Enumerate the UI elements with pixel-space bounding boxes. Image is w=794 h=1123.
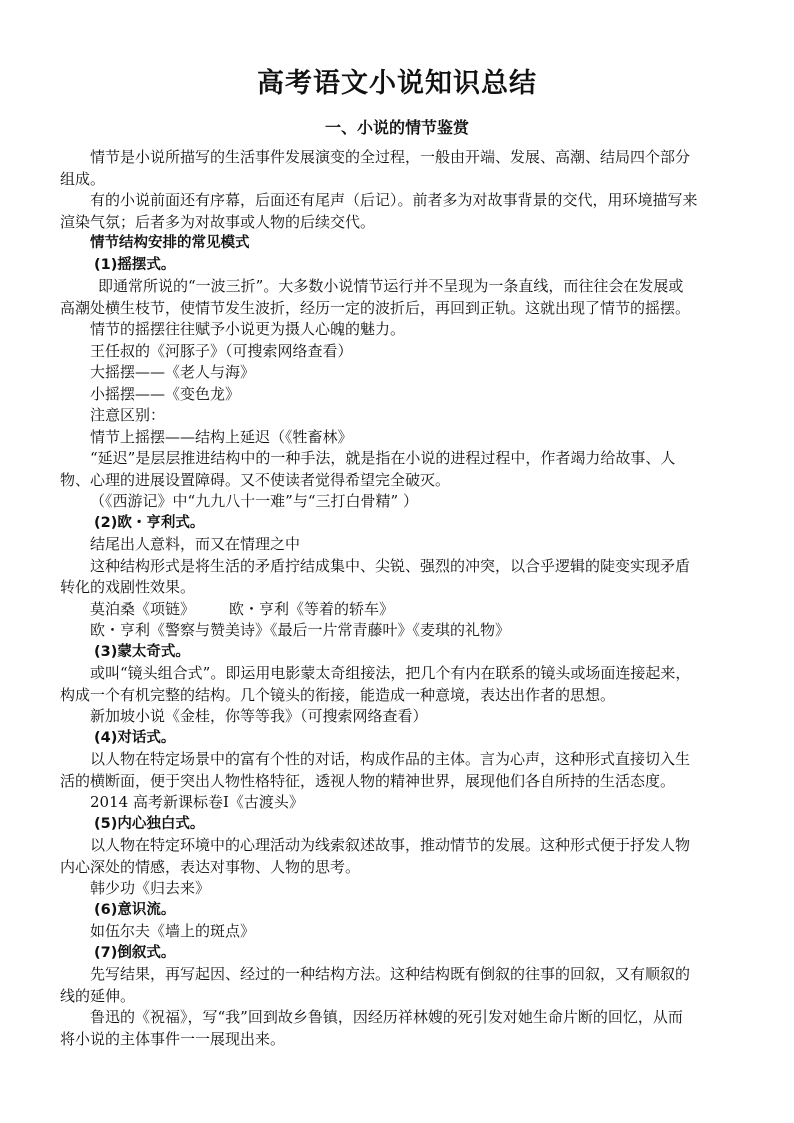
paragraph-line: 情节的摇摆往往赋予小说更为摄人心魄的魅力。 xyxy=(90,320,406,338)
paragraph-line: 先写结果，再写起因、经过的一种结构方法。这种结构既有倒叙的往事的回叙，又有顺叙的 xyxy=(90,965,691,983)
paragraph-line: 物、心理的进展设置障碍。又不使读者觉得希望完全破灭。 xyxy=(60,470,451,489)
paragraph-line: 大摇摆——《老人与海》 xyxy=(90,363,256,381)
work-title: 莫泊桑《项链》 xyxy=(90,599,196,618)
page-title: 高考语文小说知识总结 xyxy=(257,68,537,99)
paragraph-line xyxy=(60,599,740,621)
paragraph-line: 情节上摇摆——结构上延迟（《牲畜林》 xyxy=(90,427,353,446)
paragraph-line: 活的横断面，便于突出人物性格特征，透视人物的精神世界，展现他们各自所持的生活态度。 xyxy=(60,771,676,790)
paragraph-line: 转化的戏剧性效果。 xyxy=(60,578,196,596)
paragraph-line: 注意区别： xyxy=(90,406,166,424)
paragraph-line: 2014 高考新课标卷Ⅰ《古渡头》 xyxy=(90,793,304,811)
paragraph-line: 构成一个有机完整的结构。几个镜头的衔接，能造成一种意境，表达出作者的思想。 xyxy=(60,685,616,704)
paragraph-line: 以人物在特定场景中的富有个性的对话，构成作品的主体。言为心声，这种形式直接切入生 xyxy=(90,750,691,768)
item-heading: (6)意识流。 xyxy=(94,901,176,918)
paragraph-line: （《西游记》中“九九八十一难”与“三打白骨精” ） xyxy=(90,492,418,510)
paragraph-line: 渲染气氛；后者多为对故事或人物的后续交代。 xyxy=(60,212,376,231)
paragraph-line: 有的小说前面还有序幕，后面还有尾声（后记）。前者多为对故事背景的交代，用环境描写来 xyxy=(90,191,698,209)
paragraph-line: 新加坡小说《金桂，你等等我》（可搜索网络查看） xyxy=(90,707,428,725)
item-heading: (3)蒙太奇式。 xyxy=(94,643,190,660)
item-heading: (1)摇摆式。 xyxy=(94,256,176,273)
paragraph-line: 结尾出人意料，而又在情理之中 xyxy=(90,535,301,553)
paragraph-line: 高潮处横生枝节，使情节发生波折，经历一定的波折后，再回到正轨。这就出现了情节的摇摆。 xyxy=(60,298,691,317)
paragraph-line: 情节是小说所描写的生活事件发展演变的全过程，一般由开端、发展、高潮、结局四个部分 xyxy=(90,148,691,166)
paragraph-line: 线的延伸。 xyxy=(60,986,136,1005)
item-heading: (5)内心独白式。 xyxy=(94,815,205,832)
paragraph-line: 即通常所说的“一波三折”。大多数小说情节运行并不呈现为一条直线，而往往会在发展或 xyxy=(98,277,684,295)
paragraph-line: 内心深处的情感，表达对事物、人物的思考。 xyxy=(60,857,361,876)
paragraph-line: “延迟”是层层推进结构中的一种手法，就是指在小说的进程过程中，作者竭力给故事、人 xyxy=(90,449,676,467)
paragraph-line: 将小说的主体事件一一展现出来。 xyxy=(60,1029,286,1048)
paragraph-line: 鲁迅的《祝福》，写“我”回到故乡鲁镇，因经历祥林嫂的死引发对她生命片断的回忆，从而 xyxy=(90,1008,683,1026)
section-heading: 一、小说的情节鉴赏 xyxy=(324,118,469,137)
paragraph-line: 欧・亨利《警察与赞美诗》《最后一片常青藤叶》《麦琪的礼物》 xyxy=(90,621,511,639)
paragraph-line: 这种结构形式是将生活的矛盾拧结成集中、尖锐、强烈的冲突，以合乎逻辑的陡变实现矛盾 xyxy=(90,556,691,575)
paragraph-line: 小摇摆——《变色龙》 xyxy=(90,384,241,403)
paragraph-line: 组成。 xyxy=(60,169,106,188)
item-heading: (7)倒叙式。 xyxy=(94,944,176,961)
paragraph-line: 或叫“镜头组合式”。即运用电影蒙太奇组接法，把几个有内在联系的镜头或场面连接起来， xyxy=(90,664,691,682)
item-heading: (2)欧・亨利式。 xyxy=(94,514,205,531)
subsection-heading: 情节结构安排的常见模式 xyxy=(90,235,250,251)
document-body xyxy=(60,147,740,1050)
paragraph-line: 如伍尔夫《墙上的斑点》 xyxy=(90,922,256,940)
work-title: 欧・亨利《等着的轿车》 xyxy=(229,599,395,618)
paragraph-line: 韩少功《归去来》 xyxy=(90,879,211,897)
paragraph-line: 以人物在特定环境中的心理活动为线索叙述故事，推动情节的发展。这种形式便于抒发人物 xyxy=(90,836,691,854)
item-heading: (4)对话式。 xyxy=(94,729,176,746)
paragraph-line: 王任叔的《河豚子》（可搜索网络查看） xyxy=(90,341,353,360)
